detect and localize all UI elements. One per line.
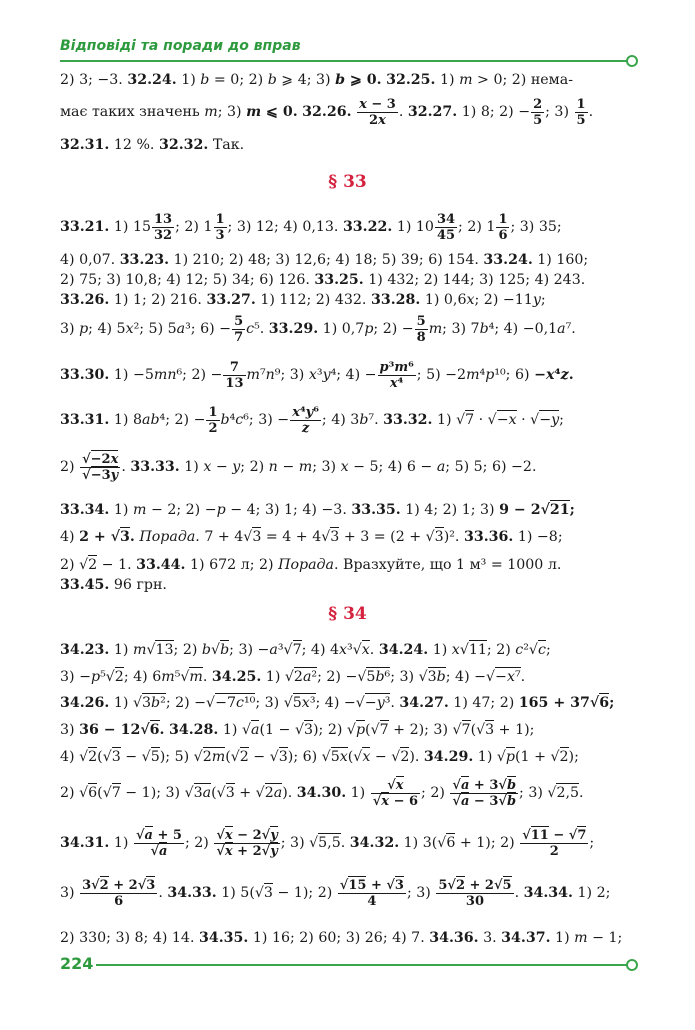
answer-line: 3) 36 − 12√6. 34.28. 1) √a(1 − √3); 2) √p(√7 + 2); 3) √7(√3 + 1); [60,722,535,738]
footer-rule-end-dot [626,959,638,971]
header-rule [60,60,628,62]
answer-line: 2) √2 − 1. 33.44. 1) 672 л; 2) Порада. Вразхуйте, що 1 м³ = 1000 л. [60,557,562,573]
answer-line: 4) √2(√3 − √5); 5) √2m(√2 − √3); 6) √5x(√x − √2). 34.29. 1) √p(1 + √2); [60,749,579,765]
answer-line: 33.26. 1) 1; 2) 216. 33.27. 1) 112; 2) 432. 33.28. 1) 0,6x; 2) −11y; [60,292,546,308]
answer-line: 3) −p⁵√2; 4) 6m⁵√m. 34.25. 1) √2a²; 2) −√5b⁶; 3) √3b; 4) −√−x⁷. [60,669,526,685]
answer-line: 2) $\frac{√-2x}{√-3y}$ . 33.33. 1) x − y; 2) n − m; 3) x − 5; 4) 6 − a; 5) 5; 6) −2. [60,451,537,483]
section-heading-33: § 33 [328,172,367,192]
answer-line: 4) 2 + √3. Порада. 7 + 4√3 = 4 + 4√3 + 3 = (2 + √3)². 33.36. 1) −8; [60,529,563,545]
page-number: 224 [60,954,94,973]
answer-line: 2) 330; 3) 8; 4) 14. 34.35. 1) 16; 2) 60; 3) 26; 4) 7. 34.36. 3. 34.37. 1) m − 1; [60,930,623,946]
answer-line: 33.21. 1) 15 $\frac{13}{32}$ ; 2) 1 $\frac{1}{3}$ ; 3) 12; 4) 0,13. 33.22. 1) 10 $\frac{34}{45}$ ; 2) 1 $\frac{1}{6}$ ; 3) 35; [60,211,562,243]
answer-line: 33.31. 1) 8ab⁴; 2) − $\frac{1}{2}$ b⁴c⁶; 3) − $\frac{\text{x⁴y⁶}}{z}$ ; 4) 3b⁷. 33.32. 1) √7 · √−x · √−y; [60,404,564,436]
answer-line: 33.30. 1) −5mn⁶; 2) − $\frac{7}{13}$ m⁷n⁹; 3) x³y⁴; 4) − $\frac{\text{p³m⁶}}{\text{x⁴}}$ ; 5) −2m⁴p¹⁰; 6) −x⁴z. [60,359,574,391]
answer-line: 33.34. 1) m − 2; 2) −p − 4; 3) 1; 4) −3. 33.35. 1) 4; 2) 1; 3) 9 − 2√21; [60,502,575,518]
answer-line: 2) 75; 3) 10,8; 4) 12; 5) 34; 6) 126. 33.25. 1) 432; 2) 144; 3) 125; 4) 243. [60,272,586,288]
answer-line: 34.31. 1) $\frac{√a + 5}{√a}$ ; 2) $\frac{√x - 2√y}{√x + 2√y}$ ; 3) √5,5. 34.32. 1) 3(√6 + 1); 2) $\frac{√11 - √7}{2}$ ; [60,827,595,859]
answer-line: 34.23. 1) m√13; 2) b√b; 3) −a³√7; 4) 4x³√x. 34.24. 1) x√11; 2) c²√c; [60,642,551,658]
section-heading-34: § 34 [328,604,367,624]
answer-line: 3) $\frac{3√2 + 2√3}{6}$ . 34.33. 1) 5(√3 − 1); 2) $\frac{√15 + √3}{4}$ ; 3) $\frac{5√2 + 2√5}{30}$ . 34.34. 1) 2; [60,877,611,909]
answer-line: 4) 0,07. 33.23. 1) 210; 2) 48; 3) 12,6; 4) 18; 5) 39; 6) 154. 33.24. 1) 160; [60,252,589,268]
answer-line: 33.45. 96 грн. [60,577,167,593]
answer-line: 2) 3; −3. 32.24. 1) b = 0; 2) b ⩾ 4; 3) b ⩾ 0. 32.25. 1) m > 0; 2) нема- [60,72,573,88]
header-rule-end-dot [626,55,638,67]
answer-line: має таких значень m; 3) m ⩽ 0. 32.26. $\frac{x - 3}{2x}$ . 32.27. 1) 8; 2) − $\frac{2}{5}$ ; 3) $\frac{1}{5}$ . [60,96,594,128]
answer-line: 34.26. 1) √3b²; 2) −√−7c¹⁰; 3) √5x³; 4) −√−y³. 34.27. 1) 47; 2) 165 + 37√6; [60,695,615,711]
footer-rule [96,964,628,966]
answer-line: 3) p; 4) 5x²; 5) 5a³; 6) − $\frac{5}{7}$ c⁵. 33.29. 1) 0,7p; 2) − $\frac{5}{8}$ m; 3) 7b⁴; 4) −0,1a⁷. [60,313,576,345]
answer-line: 32.31. 12 %. 32.32. Так. [60,137,245,153]
page-header-title: Відповіді та поради до вправ [60,38,301,54]
answer-line: 2) √6(√7 − 1); 3) √3a(√3 + √2a). 34.30. 1) $\frac{√x}{√x - 6}$ ; 2) $\frac{√a + 3√b}{√a - 3√b}$ ; 3) √2,5. [60,777,584,809]
